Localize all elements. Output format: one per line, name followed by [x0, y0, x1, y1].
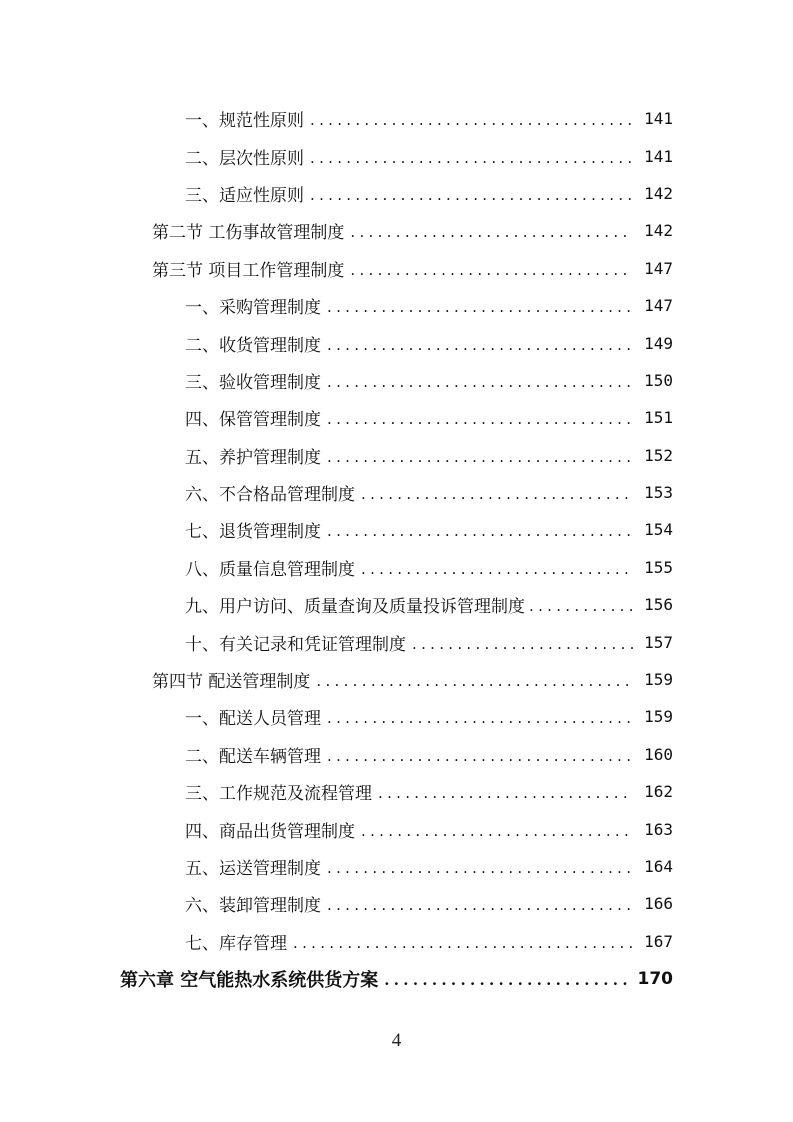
toc-leader-dots: [310, 188, 633, 203]
toc-entry[interactable]: [0, 848, 793, 885]
toc-leader-dots: [350, 263, 633, 278]
toc-entry-title: 第二节 工伤事故管理制度: [152, 223, 345, 244]
toc-leader-dots: [361, 562, 633, 577]
toc-entry-page: 156: [644, 595, 673, 615]
toc-leader-dots: [293, 936, 633, 951]
toc-entry[interactable]: [0, 324, 793, 361]
toc-entry-page: 142: [644, 221, 673, 241]
toc-entry-page: 159: [644, 707, 673, 727]
toc-entry[interactable]: [0, 623, 793, 660]
toc-chapter-entry[interactable]: [0, 960, 793, 998]
toc-leader-dots: [412, 637, 633, 652]
toc-entry[interactable]: [0, 100, 793, 137]
toc-leader-dots: [327, 749, 633, 764]
toc-entry-title: 三、验收管理制度: [185, 372, 321, 393]
toc-entry-page: 141: [644, 109, 673, 129]
toc-leader-dots: [384, 973, 631, 988]
toc-entry-title: 一、配送人员管理: [185, 709, 321, 730]
toc-entry[interactable]: [0, 437, 793, 474]
toc-leader-dots: [529, 599, 635, 614]
toc-entry-title: 十、有关记录和凭证管理制度: [185, 634, 406, 655]
toc-leader-dots: [350, 225, 633, 240]
toc-entry-title: 四、保管管理制度: [185, 410, 321, 431]
toc-entry[interactable]: [0, 549, 793, 586]
toc-section-entry[interactable]: [0, 212, 793, 249]
toc-entry-title: 七、退货管理制度: [185, 522, 321, 543]
toc-entry[interactable]: [0, 923, 793, 960]
toc-leader-dots: [310, 151, 633, 166]
toc-entry[interactable]: [0, 137, 793, 174]
toc-leader-dots: [327, 375, 633, 390]
toc-entry[interactable]: [0, 698, 793, 735]
toc-entry-page: 155: [644, 557, 673, 577]
toc-entry-page: 150: [644, 370, 673, 390]
toc-leader-dots: [327, 300, 633, 315]
toc-entry-title: 五、养护管理制度: [185, 447, 321, 468]
toc-entry-title: 一、规范性原则: [185, 111, 304, 132]
toc-entry-page: 141: [644, 146, 673, 166]
toc-entry-page: 159: [644, 670, 673, 690]
toc-entry-title: 五、运送管理制度: [185, 859, 321, 879]
toc-entry-page: 153: [644, 483, 673, 503]
toc-entry-page: 142: [644, 183, 673, 203]
toc-entry[interactable]: [0, 511, 793, 548]
toc-entry-title: 二、层次性原则: [185, 148, 304, 169]
toc-entry-page: 147: [644, 258, 673, 278]
toc-entry-page: 163: [644, 819, 673, 839]
toc-entry-page: 147: [644, 296, 673, 316]
toc-leader-dots: [327, 524, 633, 539]
toc-entry[interactable]: [0, 362, 793, 399]
toc-entry[interactable]: [0, 474, 793, 511]
toc-leader-dots: [310, 113, 633, 128]
toc-leader-dots: [378, 786, 633, 801]
toc-entry-title: 七、库存管理: [185, 933, 287, 954]
toc-leader-dots: [316, 674, 633, 689]
toc-entry-title: 一、采购管理制度: [185, 298, 321, 319]
toc-entry[interactable]: [0, 287, 793, 324]
toc-leader-dots: [361, 824, 633, 839]
toc-entry-title: 四、商品出货管理制度: [185, 821, 355, 842]
toc-leader-dots: [327, 898, 633, 913]
toc-leader-dots: [361, 487, 633, 502]
toc-entry-title: 六、装卸管理制度: [185, 896, 321, 917]
toc-entry-title: 九、用户访问、质量查询及质量投诉管理制度: [185, 597, 525, 618]
toc-entry-title: 第六章 空气能热水系统供货方案: [120, 969, 379, 991]
toc-entry-page: 160: [644, 744, 673, 764]
toc-entry-title: 六、不合格品管理制度: [185, 485, 355, 506]
toc-leader-dots: [327, 450, 633, 465]
toc-entry-page: 167: [644, 931, 673, 951]
toc-entry-page: 154: [644, 520, 673, 540]
toc-entry-title: 三、适应性原则: [185, 185, 304, 206]
page-number: 4: [391, 1030, 402, 1051]
toc-entry-title: 二、配送车辆管理: [185, 746, 321, 767]
toc-entry-page: 152: [644, 445, 673, 465]
toc-entry[interactable]: [0, 810, 793, 847]
toc-leader-dots: [327, 711, 633, 726]
toc-entry[interactable]: [0, 586, 793, 623]
table-of-contents: [0, 100, 793, 998]
toc-entry[interactable]: [0, 736, 793, 773]
toc-entry-page: 157: [644, 632, 673, 652]
toc-entry-page: 166: [644, 894, 673, 914]
toc-entry[interactable]: [0, 773, 793, 810]
toc-leader-dots: [327, 861, 633, 876]
toc-entry-title: 第三节 项目工作管理制度: [152, 260, 345, 281]
toc-entry-page: 170: [637, 968, 673, 989]
toc-entry-title: 第四节 配送管理制度: [152, 672, 311, 693]
toc-entry-title: 八、质量信息管理制度: [185, 559, 355, 580]
toc-leader-dots: [327, 412, 633, 427]
toc-entry-title: 三、工作规范及流程管理: [185, 784, 372, 805]
toc-entry-page: 164: [644, 857, 673, 876]
toc-entry[interactable]: [0, 175, 793, 212]
toc-entry-page: 162: [644, 782, 673, 802]
toc-entry[interactable]: [0, 885, 793, 922]
toc-entry-page: 151: [644, 408, 673, 428]
toc-section-entry[interactable]: [0, 661, 793, 698]
toc-section-entry[interactable]: [0, 250, 793, 287]
toc-leader-dots: [327, 338, 633, 353]
toc-entry-page: 149: [644, 333, 673, 353]
toc-entry-title: 二、收货管理制度: [185, 335, 321, 356]
toc-entry[interactable]: [0, 399, 793, 436]
